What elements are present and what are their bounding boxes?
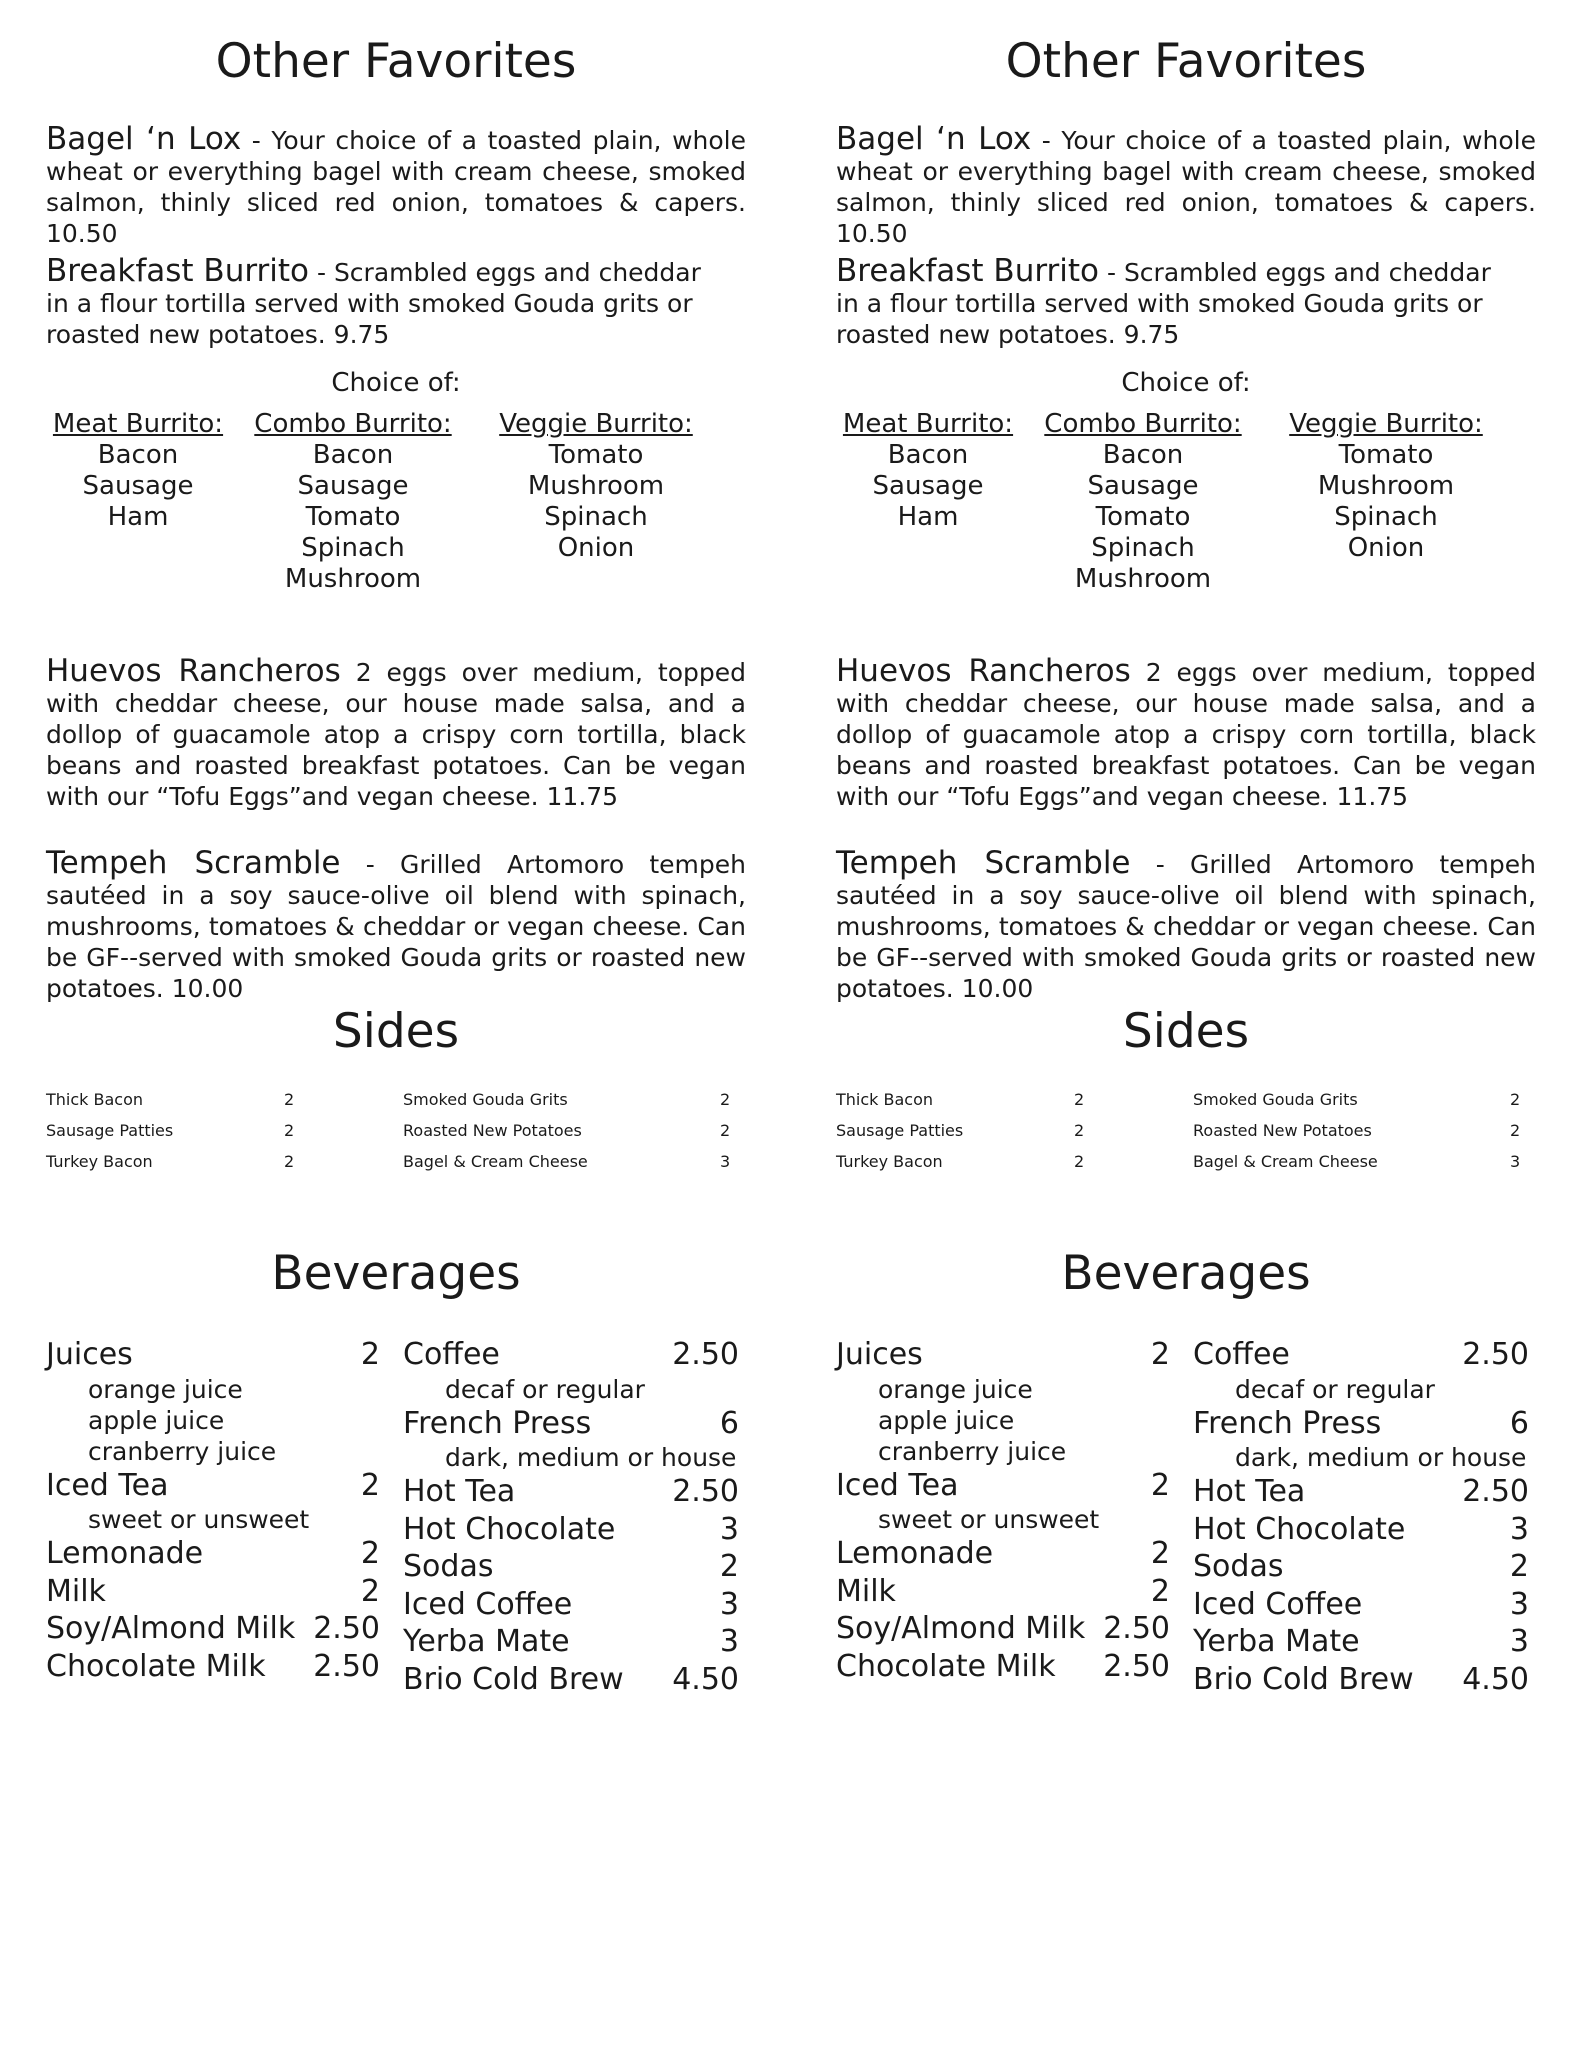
side-price: 2 — [1074, 1121, 1085, 1140]
beverage-item-soy-almond-milk — [836, 1610, 1170, 1648]
beverage-price: 2 — [719, 1549, 739, 1584]
side-item — [46, 1121, 306, 1152]
side-label: Turkey Bacon — [836, 1152, 943, 1171]
combo-burrito-options — [1033, 409, 1253, 595]
beverage-item-hot-tea — [1193, 1473, 1529, 1511]
menu-item-tempeh-scramble — [836, 845, 1537, 1004]
side-label: Sausage Patties — [836, 1121, 964, 1140]
beverage-label: Lemonade — [46, 1536, 204, 1571]
beverage-price: 2.50 — [1103, 1648, 1170, 1684]
beverage-option: orange juice — [88, 1374, 243, 1404]
beverages-list-left — [836, 1336, 1170, 1685]
option-item: Onion — [557, 533, 635, 563]
beverage-label: Hot Tea — [403, 1474, 516, 1509]
beverage-label: Brio Cold Brew — [403, 1661, 624, 1697]
item-description: Grilled Artomoro tempeh sautéed in a soy sauce-olive oil blend with spinach, mushrooms, tomatoes & cheddar or vegan cheese. Can be GF--served with smoked Gouda grits or roasted new potatoes. 10.00 — [836, 850, 1537, 1003]
beverage-price: 6 — [719, 1405, 739, 1441]
meat-burrito-options — [822, 409, 1034, 533]
beverage-price: 3 — [1509, 1511, 1529, 1547]
beverage-option: dark, medium or house — [1235, 1443, 1527, 1472]
beverage-item-soy-almond-milk — [46, 1610, 380, 1648]
side-price: 2 — [720, 1121, 731, 1140]
veggie-burrito-heading: Veggie Burrito: — [499, 409, 693, 439]
beverage-price: 2 — [360, 1467, 380, 1503]
side-item — [1193, 1090, 1536, 1121]
beverage-item-sodas — [403, 1548, 739, 1586]
option-item: Sausage — [1087, 471, 1199, 501]
option-item: Mushroom — [527, 471, 665, 501]
sides-list-right — [403, 1090, 746, 1183]
side-price: 2 — [1074, 1152, 1085, 1171]
beverage-item-milk — [46, 1573, 380, 1611]
beverage-label: Hot Chocolate — [403, 1511, 616, 1547]
option-item: Spinach — [1091, 533, 1195, 563]
beverage-item-coffee — [403, 1336, 739, 1374]
item-description: Your choice of a toasted plain, whole wheat or everything bagel with cream cheese, smoked salmon, thinly sliced red onion, tomatoes & capers. 10.50 — [836, 126, 1536, 248]
beverage-price: 2 — [360, 1337, 380, 1372]
menu-column-right — [836, 0, 1536, 1720]
beverage-price: 2.50 — [1462, 1474, 1529, 1509]
beverage-item-chocolate-milk — [836, 1648, 1170, 1686]
beverage-item-sodas — [1193, 1548, 1529, 1586]
beverage-label: Coffee — [403, 1337, 500, 1372]
meat-burrito-heading: Meat Burrito: — [842, 409, 1014, 439]
side-label: Turkey Bacon — [46, 1152, 153, 1171]
side-price: 2 — [1074, 1090, 1085, 1109]
option-item: Spinach — [544, 502, 648, 532]
beverage-item-french-press — [1193, 1405, 1529, 1443]
option-item: Bacon — [1102, 440, 1184, 470]
side-label: Bagel & Cream Cheese — [1193, 1152, 1378, 1171]
option-item: Tomato — [1338, 440, 1434, 470]
beverage-price: 2 — [1150, 1536, 1170, 1571]
option-item: Sausage — [82, 471, 194, 501]
choice-label: Choice of: — [1121, 368, 1251, 398]
beverage-label: Iced Coffee — [403, 1586, 573, 1622]
beverage-price: 2.50 — [1103, 1611, 1170, 1646]
beverage-option: cranberry juice — [878, 1436, 1067, 1466]
beverage-price: 4.50 — [1462, 1661, 1529, 1697]
beverage-label: Brio Cold Brew — [1193, 1661, 1414, 1697]
sides-list-left — [46, 1090, 306, 1183]
item-dash — [341, 658, 356, 687]
beverage-option: apple juice — [878, 1405, 1015, 1435]
beverage-item-iced-coffee — [1193, 1586, 1529, 1624]
menu-item-bagel-n-lox — [46, 121, 746, 249]
option-item: Mushroom — [284, 564, 422, 594]
menu-item-huevos-rancheros — [836, 653, 1537, 812]
beverage-price: 3 — [719, 1586, 739, 1622]
side-label: Bagel & Cream Cheese — [403, 1152, 588, 1171]
item-name: Huevos Rancheros — [46, 653, 341, 689]
beverage-option: apple juice — [88, 1405, 225, 1435]
side-item — [403, 1152, 746, 1183]
beverage-label: Yerba Mate — [1193, 1624, 1360, 1659]
beverages-list-right — [1193, 1336, 1529, 1698]
beverages-list-right — [403, 1336, 739, 1698]
beverage-item-juices — [46, 1336, 380, 1374]
beverage-price: 2 — [360, 1536, 380, 1571]
side-item — [46, 1090, 306, 1121]
beverage-price: 2.50 — [672, 1337, 739, 1372]
side-price: 2 — [284, 1090, 295, 1109]
meat-burrito-heading: Meat Burrito: — [52, 409, 224, 439]
item-dash: - — [1099, 258, 1124, 287]
item-name: Breakfast Burrito — [46, 253, 310, 289]
beverages-title: Beverages — [271, 1246, 521, 1301]
beverage-price: 3 — [719, 1511, 739, 1547]
menu-column-left — [46, 0, 746, 1720]
beverage-item-hot-tea — [403, 1473, 739, 1511]
option-item: Onion — [1347, 533, 1425, 563]
side-price: 2 — [284, 1121, 295, 1140]
beverage-item-brio-cold-brew — [1193, 1661, 1529, 1699]
beverage-item-french-press — [403, 1405, 739, 1443]
beverage-option: decaf or regular — [445, 1374, 645, 1404]
item-name: Huevos Rancheros — [836, 653, 1131, 689]
beverage-option: cranberry juice — [88, 1436, 277, 1466]
menu-item-tempeh-scramble — [46, 845, 747, 1004]
beverage-item-iced-tea — [46, 1467, 380, 1505]
item-name: Tempeh Scramble — [46, 845, 341, 881]
combo-burrito-options — [243, 409, 463, 595]
beverage-item-iced-coffee — [403, 1586, 739, 1624]
beverage-price: 2 — [360, 1573, 380, 1609]
beverage-label: Soy/Almond Milk — [836, 1611, 1086, 1646]
beverage-option: orange juice — [878, 1374, 1033, 1404]
side-item — [1193, 1121, 1536, 1152]
beverage-item-hot-chocolate — [1193, 1511, 1529, 1549]
choice-label: Choice of: — [331, 368, 461, 398]
side-price: 3 — [720, 1152, 731, 1171]
beverage-option: decaf or regular — [1235, 1374, 1435, 1404]
beverage-label: Chocolate Milk — [46, 1648, 266, 1684]
item-dash: - — [1031, 126, 1062, 155]
option-item: Tomato — [305, 502, 401, 532]
beverage-price: 2.50 — [313, 1648, 380, 1684]
beverage-item-yerba-mate — [1193, 1623, 1529, 1661]
item-description: 2 eggs over medium, topped with cheddar cheese, our house made salsa, and a dollop of guacamole atop a crispy corn tortilla, black beans and roasted breakfast potatoes. Can be vegan with our “Tofu Eggs”and vegan cheese. 11.75 — [46, 658, 747, 811]
item-name: Tempeh Scramble — [836, 845, 1131, 881]
beverage-label: Sodas — [403, 1549, 494, 1584]
menu-item-breakfast-burrito — [46, 253, 706, 350]
sides-list-right — [1193, 1090, 1536, 1183]
beverage-price: 2.50 — [313, 1611, 380, 1646]
veggie-burrito-options — [486, 409, 706, 564]
item-name: Bagel ‘n Lox — [46, 121, 242, 157]
beverage-item-milk — [836, 1573, 1170, 1611]
side-label: Smoked Gouda Grits — [1193, 1090, 1358, 1109]
beverage-price: 2 — [1150, 1467, 1170, 1503]
item-dash: - — [340, 850, 401, 879]
side-price: 2 — [1510, 1121, 1521, 1140]
side-item — [836, 1090, 1096, 1121]
beverage-label: Sodas — [1193, 1549, 1284, 1584]
favorites-title: Other Favorites — [215, 34, 577, 89]
sides-list-left — [836, 1090, 1096, 1183]
beverage-label: Lemonade — [836, 1536, 994, 1571]
option-item: Tomato — [548, 440, 644, 470]
side-item — [836, 1121, 1096, 1152]
beverage-option: dark, medium or house — [445, 1443, 737, 1472]
beverage-price: 2 — [1509, 1549, 1529, 1584]
beverage-option: sweet or unsweet — [88, 1505, 310, 1534]
beverage-label: Soy/Almond Milk — [46, 1611, 296, 1646]
combo-burrito-heading: Combo Burrito: — [1044, 409, 1242, 439]
option-item: Bacon — [97, 440, 179, 470]
side-label: Thick Bacon — [46, 1090, 144, 1109]
side-item — [1193, 1152, 1536, 1183]
meat-burrito-options — [32, 409, 244, 533]
beverage-label: Milk — [836, 1573, 896, 1609]
beverage-price: 2.50 — [672, 1474, 739, 1509]
item-dash: - — [1130, 850, 1191, 879]
beverage-label: Hot Chocolate — [1193, 1511, 1406, 1547]
side-label: Roasted New Potatoes — [1193, 1121, 1372, 1140]
beverage-item-chocolate-milk — [46, 1648, 380, 1686]
beverage-price: 2.50 — [1462, 1337, 1529, 1372]
option-item: Spinach — [301, 533, 405, 563]
favorites-title: Other Favorites — [1005, 34, 1367, 89]
option-item: Tomato — [1095, 502, 1191, 532]
side-label: Smoked Gouda Grits — [403, 1090, 568, 1109]
side-price: 2 — [284, 1152, 295, 1171]
combo-burrito-heading: Combo Burrito: — [254, 409, 452, 439]
beverage-item-hot-chocolate — [403, 1511, 739, 1549]
sides-title: Sides — [332, 1004, 460, 1059]
option-item: Spinach — [1334, 502, 1438, 532]
item-dash: - — [241, 126, 272, 155]
beverage-label: Chocolate Milk — [836, 1648, 1056, 1684]
side-item — [403, 1121, 746, 1152]
beverage-price: 3 — [719, 1624, 739, 1659]
side-item — [403, 1090, 746, 1121]
sides-title: Sides — [1122, 1004, 1250, 1059]
beverage-label: Yerba Mate — [403, 1624, 570, 1659]
beverage-price: 2 — [1150, 1337, 1170, 1372]
side-price: 2 — [720, 1090, 731, 1109]
beverage-price: 3 — [1509, 1586, 1529, 1622]
beverages-title: Beverages — [1061, 1246, 1311, 1301]
beverages-list-left — [46, 1336, 380, 1685]
beverage-option: sweet or unsweet — [878, 1505, 1100, 1534]
beverage-label: Hot Tea — [1193, 1474, 1306, 1509]
item-description: Your choice of a toasted plain, whole wheat or everything bagel with cream cheese, smoked salmon, thinly sliced red onion, tomatoes & capers. 10.50 — [46, 126, 746, 248]
beverage-item-lemonade — [46, 1535, 380, 1573]
beverage-price: 3 — [1509, 1624, 1529, 1659]
option-item: Mushroom — [1074, 564, 1212, 594]
beverage-label: Juices — [46, 1337, 133, 1372]
item-description: 2 eggs over medium, topped with cheddar cheese, our house made salsa, and a dollop of guacamole atop a crispy corn tortilla, black beans and roasted breakfast potatoes. Can be vegan with our “Tofu Eggs”and vegan cheese. 11.75 — [836, 658, 1537, 811]
item-description: Scrambled eggs and cheddar in a flour tortilla served with smoked Gouda grits or roasted new potatoes. 9.75 — [46, 258, 701, 349]
beverage-label: Milk — [46, 1573, 106, 1609]
side-label: Roasted New Potatoes — [403, 1121, 582, 1140]
option-item: Bacon — [312, 440, 394, 470]
beverage-label: Iced Tea — [46, 1467, 169, 1503]
beverage-price: 4.50 — [672, 1661, 739, 1697]
beverage-item-iced-tea — [836, 1467, 1170, 1505]
side-item — [46, 1152, 306, 1183]
beverage-item-brio-cold-brew — [403, 1661, 739, 1699]
menu-item-breakfast-burrito — [836, 253, 1496, 350]
beverage-item-lemonade — [836, 1535, 1170, 1573]
beverage-price: 2 — [1150, 1573, 1170, 1609]
veggie-burrito-options — [1276, 409, 1496, 564]
option-item: Ham — [107, 502, 169, 532]
side-label: Thick Bacon — [836, 1090, 934, 1109]
item-description: Scrambled eggs and cheddar in a flour tortilla served with smoked Gouda grits or roasted new potatoes. 9.75 — [836, 258, 1491, 349]
beverage-label: Coffee — [1193, 1337, 1290, 1372]
beverage-label: French Press — [1193, 1405, 1382, 1441]
beverage-item-yerba-mate — [403, 1623, 739, 1661]
item-name: Bagel ‘n Lox — [836, 121, 1032, 157]
option-item: Sausage — [872, 471, 984, 501]
side-label: Sausage Patties — [46, 1121, 174, 1140]
beverage-price: 6 — [1509, 1405, 1529, 1441]
option-item: Bacon — [887, 440, 969, 470]
menu-item-huevos-rancheros — [46, 653, 747, 812]
item-description: Grilled Artomoro tempeh sautéed in a soy sauce-olive oil blend with spinach, mushrooms, tomatoes & cheddar or vegan cheese. Can be GF--served with smoked Gouda grits or roasted new potatoes. 10.00 — [46, 850, 747, 1003]
side-price: 2 — [1510, 1090, 1521, 1109]
beverage-label: Juices — [836, 1337, 923, 1372]
item-dash: - — [309, 258, 334, 287]
beverage-item-coffee — [1193, 1336, 1529, 1374]
beverage-label: Iced Tea — [836, 1467, 959, 1503]
menu-item-bagel-n-lox — [836, 121, 1536, 249]
item-name: Breakfast Burrito — [836, 253, 1100, 289]
item-dash — [1131, 658, 1146, 687]
option-item: Mushroom — [1317, 471, 1455, 501]
option-item: Sausage — [297, 471, 409, 501]
beverage-item-juices — [836, 1336, 1170, 1374]
option-item: Ham — [897, 502, 959, 532]
side-item — [836, 1152, 1096, 1183]
veggie-burrito-heading: Veggie Burrito: — [1289, 409, 1483, 439]
side-price: 3 — [1510, 1152, 1521, 1171]
beverage-label: French Press — [403, 1405, 592, 1441]
beverage-label: Iced Coffee — [1193, 1586, 1363, 1622]
